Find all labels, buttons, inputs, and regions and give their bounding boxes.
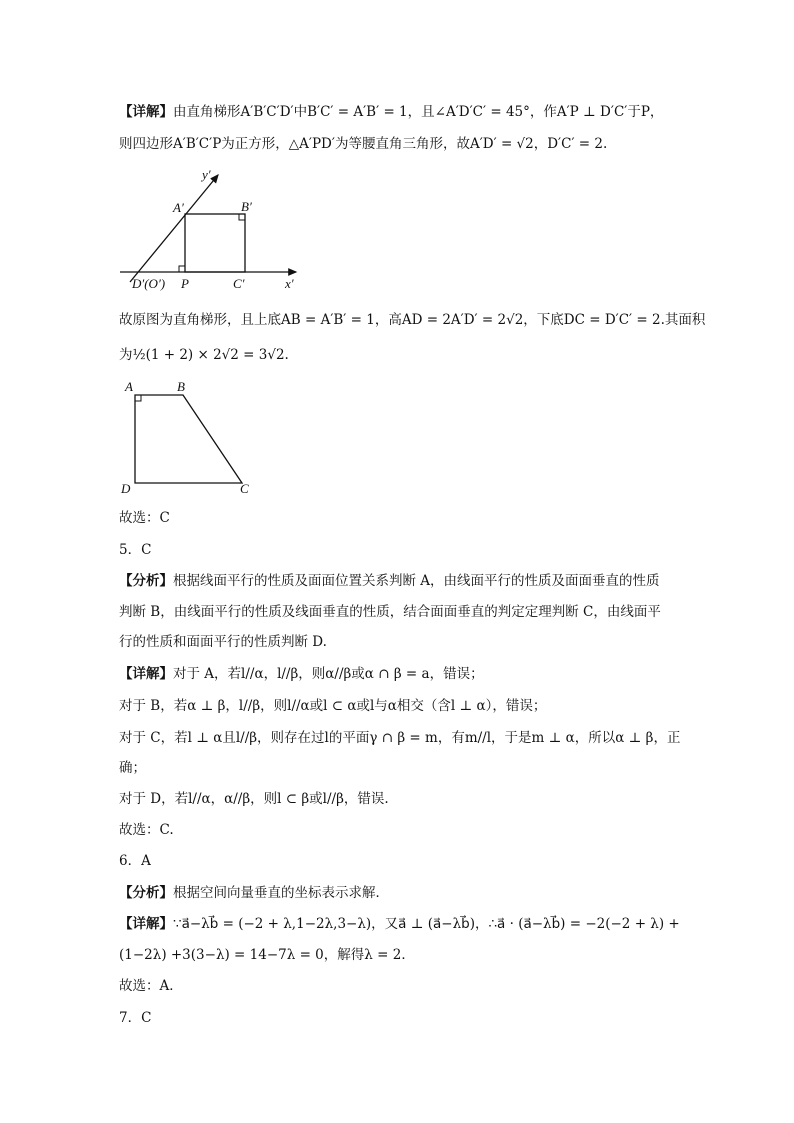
- right-angle-mark-a: [135, 395, 141, 401]
- q5-detail-line-5: 对于 D，若l//α，α//β，则l ⊂ β或l//β，错误.: [119, 791, 389, 807]
- label-b: B′: [241, 199, 252, 214]
- label-c: C: [240, 481, 249, 496]
- q6-detail-line-2: (1−2λ) +3(3−λ) = 14−7λ = 0，解得λ = 2．: [119, 947, 415, 963]
- analysis-text: 根据线面平行的性质及面面位置关系判断 A，由线面平行的性质及面面垂直的性质: [173, 573, 660, 589]
- question-7-answer: 7．C: [119, 1010, 152, 1026]
- label-d: D′(O′): [132, 276, 166, 291]
- analysis-tag: 【分析】: [119, 573, 173, 589]
- q5-analysis-line-1: [119, 572, 660, 590]
- square-apbc: [185, 214, 245, 272]
- right-angle-mark-b: [239, 214, 245, 220]
- q5-detail-line-3: 对于 C，若l ⊥ α且l//β，则存在过l的平面γ ∩ β = m，有m//l，于是m ⊥ α，所以α ⊥ β，正: [119, 730, 681, 746]
- answer-4-line-4: 为½(1 + 2) × 2√2 = 3√2.: [119, 347, 289, 363]
- q5-analysis-line-2: 判断 B，由线面平行的性质及线面垂直的性质，结合面面垂直的判定定理判断 C，由线面平: [119, 604, 661, 620]
- label-b: B: [177, 379, 185, 394]
- label-c: C′: [233, 276, 245, 291]
- q5-detail-line-4: 确；: [119, 760, 146, 776]
- detail-text: ∵a⃗−λb⃗ = (−2 + λ,1−2λ,3−λ)，又a⃗ ⊥ (a⃗−λb⃗)，∴a⃗ · (a⃗−λb⃗) = −2(−2 + λ) +: [173, 916, 680, 932]
- analysis-tag: 【分析】: [119, 885, 173, 901]
- q5-choice: 故选：C.: [119, 822, 174, 838]
- q5-detail-line-2: 对于 B，若α ⊥ β，l//β，则l//α或l ⊂ α或l与α相交（含l ⊥ α），错误；: [119, 698, 547, 714]
- question-5-answer: 5．C: [119, 542, 152, 558]
- question-6-answer: 6．A: [119, 853, 151, 869]
- label-y-axis: y′: [202, 167, 211, 182]
- label-d: D: [121, 481, 131, 496]
- detail-tag: 【详解】: [119, 666, 173, 682]
- q6-choice: 故选：A．: [119, 978, 183, 994]
- right-angle-mark-p: [179, 266, 185, 272]
- trapezoid-figure: [115, 377, 265, 497]
- q6-detail-line-1: [119, 915, 680, 933]
- detail-text: 对于 A，若l//α，l//β，则α//β或α ∩ β = a，错误；: [173, 666, 484, 682]
- analysis-text: 根据空间向量垂直的坐标表示求解．: [173, 885, 389, 901]
- trapezoid-abcd: [135, 395, 242, 483]
- oblique-figure: [110, 163, 310, 298]
- q5-analysis-line-3: 行的性质和面面平行的性质判断 D.: [119, 634, 327, 650]
- answer-4-detail-line-1: [119, 103, 663, 121]
- label-x-axis: x′: [285, 276, 294, 291]
- label-a: A′: [173, 200, 184, 215]
- y-axis: [130, 175, 218, 282]
- answer-4-detail-line-2: 则四边形A′B′C′P为正方形，△A′PD′为等腰直角三角形，故A′D′ = √2，D′C′ = 2.: [119, 136, 608, 152]
- label-p: P: [181, 276, 189, 291]
- detail-tag: 【详解】: [119, 916, 173, 932]
- answer-4-choice: 故选：C: [119, 510, 170, 526]
- detail-text: 由直角梯形A′B′C′D′中B′C′ = A′B′ = 1，且∠A′D′C′ = 45°，作A′P ⊥ D′C′于P，: [173, 104, 664, 120]
- q6-analysis: [119, 884, 389, 902]
- detail-tag: 【详解】: [119, 104, 173, 120]
- q5-detail-line-1: [119, 665, 484, 683]
- answer-4-line-3: 故原图为直角梯形，且上底AB = A′B′ = 1，高AD = 2A′D′ = 2√2，下底DC = D′C′ = 2.其面积: [119, 312, 706, 328]
- label-a: A: [125, 379, 133, 394]
